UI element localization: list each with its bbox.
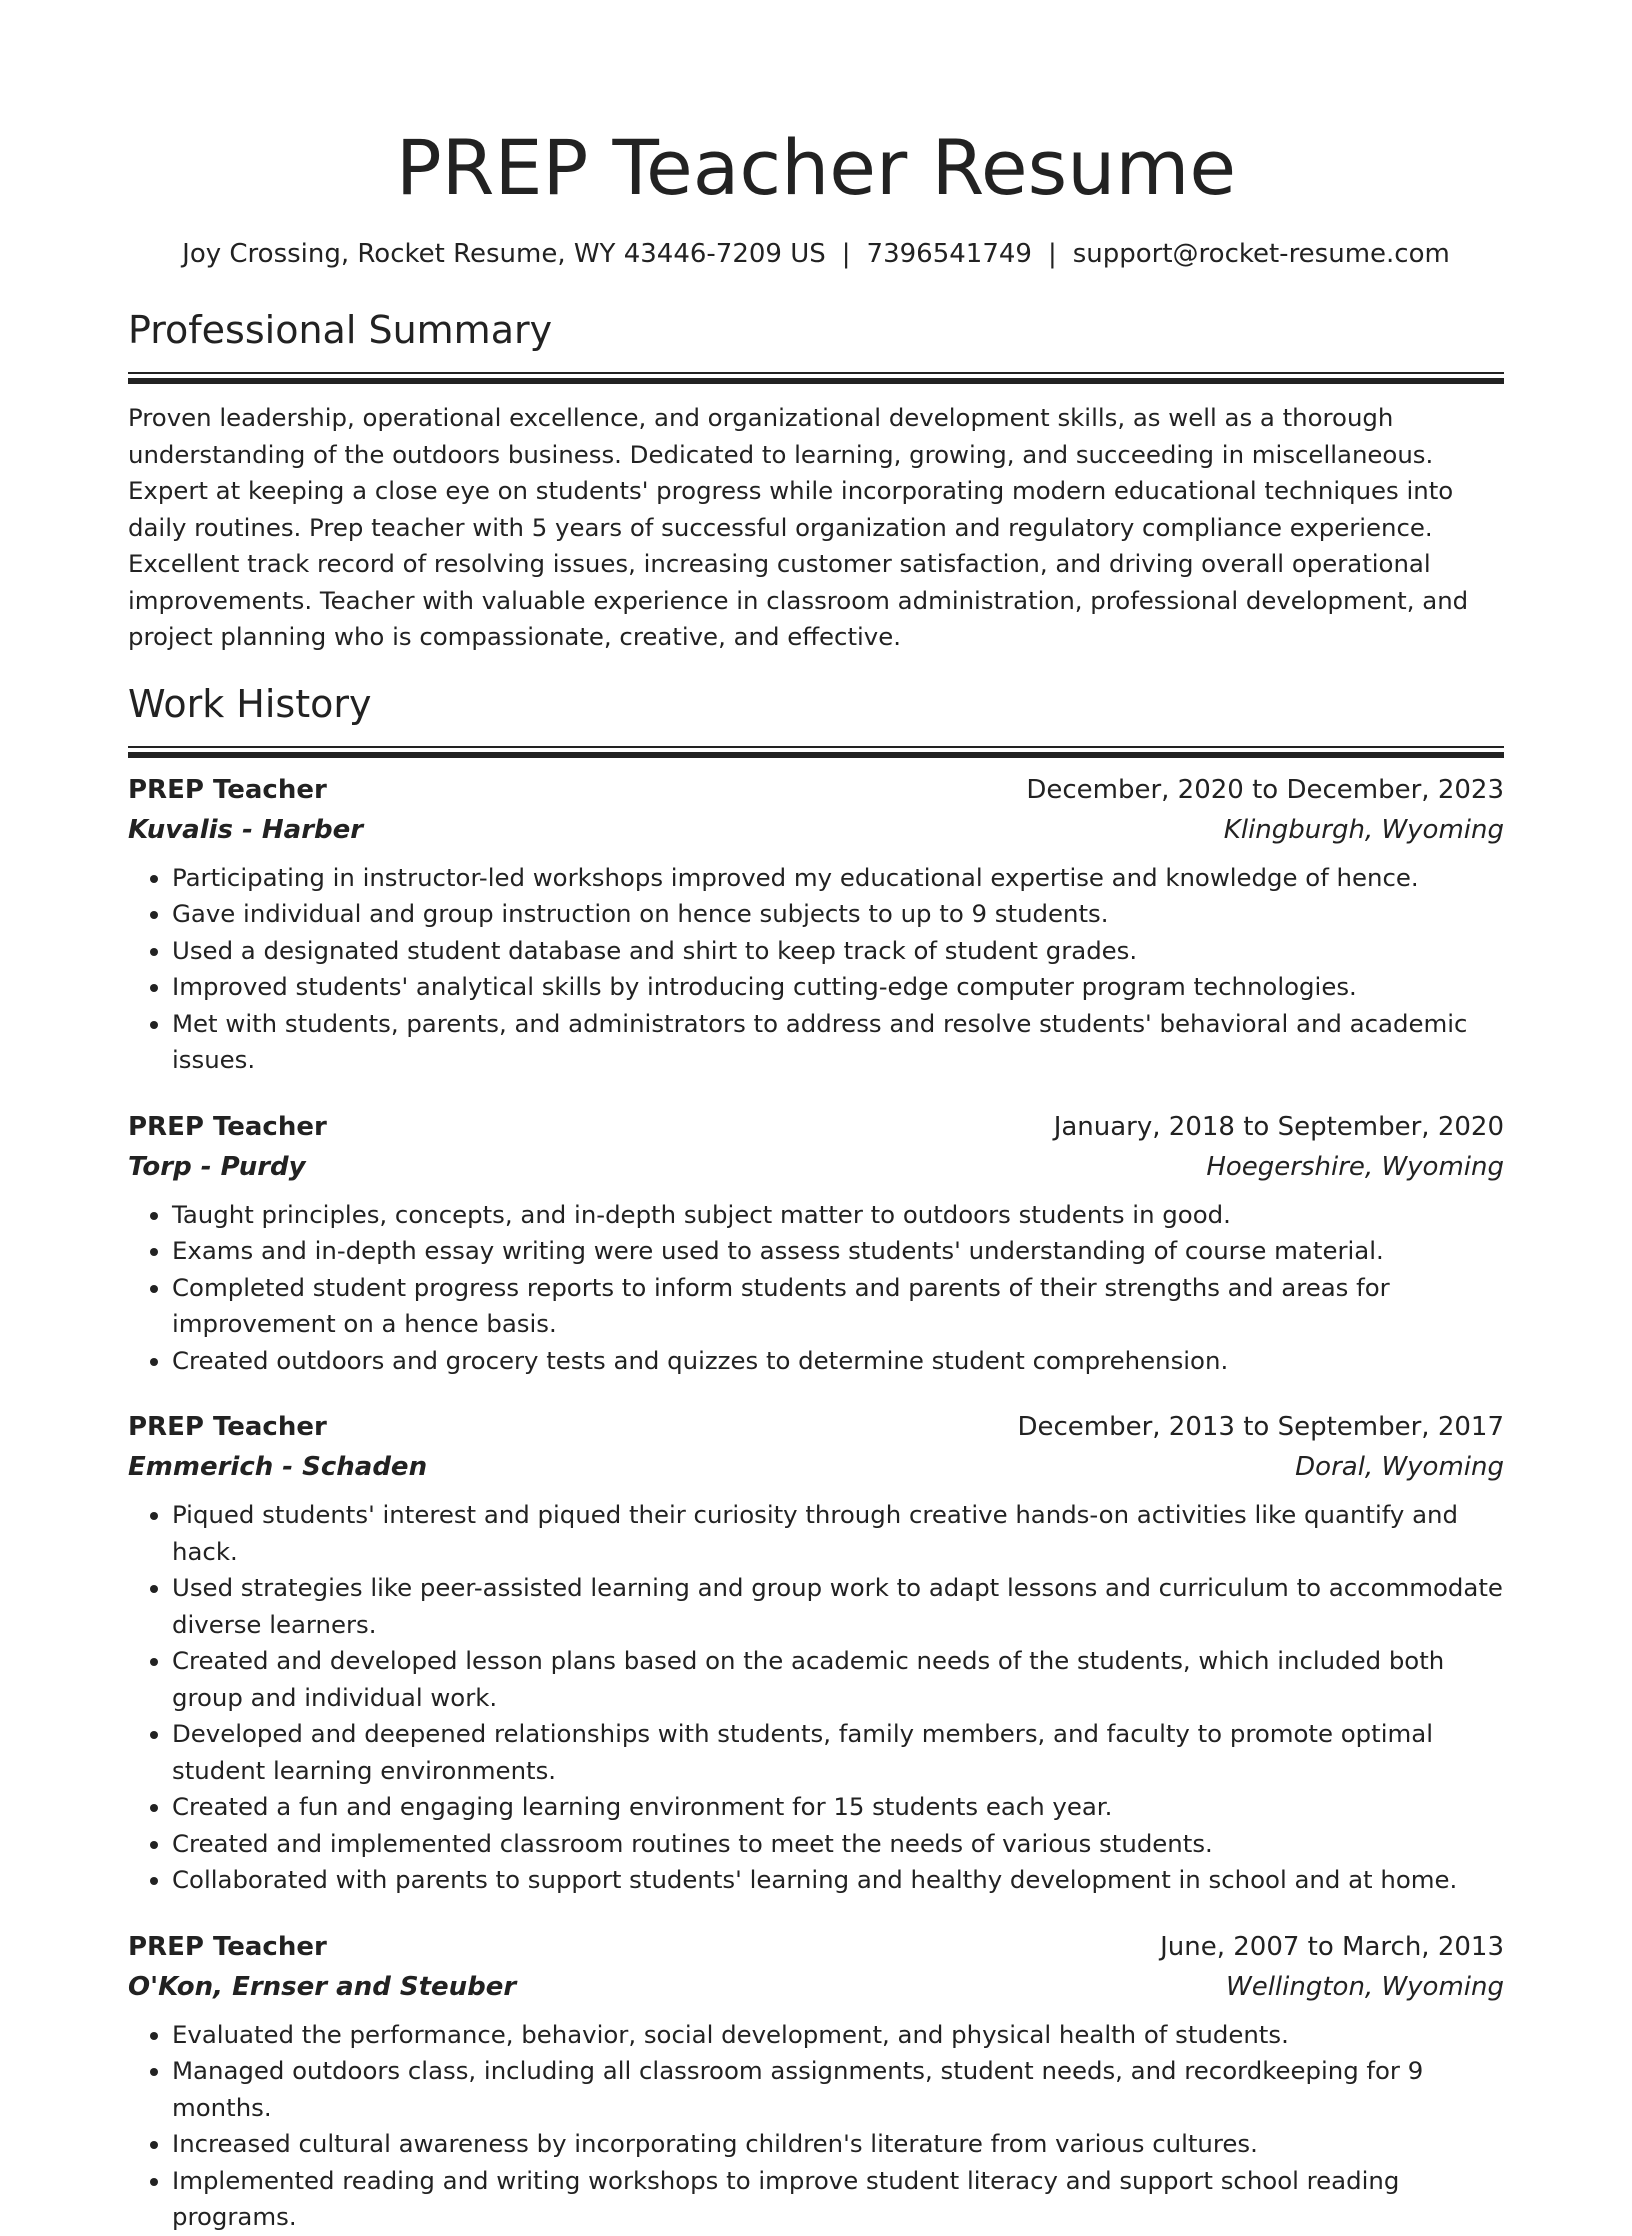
- job-entry: [128, 1407, 1504, 1899]
- work-heading: Work History: [128, 681, 372, 726]
- list-item: • Met with students, parents, and administrators to address and resolve students' behavioral and academic issues.: [172, 1006, 1504, 1079]
- list-item: • Evaluated the performance, behavior, social development, and physical health of students.: [172, 2017, 1504, 2054]
- job-company: Torp - Purdy: [128, 1151, 306, 1182]
- job-company-row: [128, 1447, 1504, 1487]
- summary-text: Proven leadership, operational excellence, and organizational development skills, as well as a thorough understanding of the outdoors business. Dedicated to learning, growing, and succeeding in miscellaneous. Expert at keeping a close eye on students' progress while incorporating modern educational techniques into daily routines. Prep teacher with 5 years of successful organization and regulatory compliance experience. Excellent track record of resolving issues, increasing customer satisfaction, and driving overall operational improvements. Teacher with valuable experience in classroom administration, professional development, and project planning who is compassionate, creative, and effective.: [128, 403, 1469, 651]
- list-item: • Collaborated with parents to support students' learning and healthy development in school and at home.: [172, 1862, 1504, 1899]
- job-company-row: [128, 810, 1504, 850]
- job-location: Hoegershire, Wyoming: [1206, 1151, 1504, 1182]
- section-rule-thick: [128, 752, 1504, 758]
- job-entry: [128, 770, 1504, 1079]
- job-company: Kuvalis - Harber: [128, 814, 364, 845]
- job-entry: [128, 1107, 1504, 1380]
- list-item: • Created outdoors and grocery tests and quizzes to determine student comprehension.: [172, 1343, 1504, 1380]
- job-dates: December, 2020 to December, 2023: [1026, 774, 1504, 805]
- job-company: O'Kon, Ernser and Steuber: [128, 1971, 517, 2002]
- job-company-row: [128, 1147, 1504, 1187]
- contact-phone: 7396541749: [866, 239, 1032, 269]
- contact-email: support@rocket-resume.com: [1072, 239, 1450, 269]
- job-title: PREP Teacher: [128, 1412, 327, 1442]
- list-item: • Created a fun and engaging learning environment for 15 students each year.: [172, 1789, 1504, 1826]
- summary-heading: Professional Summary: [128, 308, 553, 352]
- job-title: PREP Teacher: [128, 774, 327, 805]
- list-item: • Improved students' analytical skills by introducing cutting-edge computer program technologies.: [172, 969, 1504, 1006]
- resume-page: [128, 118, 1504, 2236]
- list-item: • Taught principles, concepts, and in-depth subject matter to outdoors students in good.: [172, 1197, 1504, 1234]
- job-dates: June, 2007 to March, 2013: [1160, 1931, 1504, 1962]
- job-header-row: [128, 1407, 1504, 1447]
- list-item: • Increased cultural awareness by incorporating children's literature from various cultures.: [172, 2126, 1504, 2163]
- list-item: • Used a designated student database and shirt to keep track of student grades.: [172, 933, 1504, 970]
- list-item: • Piqued students' interest and piqued their curiosity through creative hands-on activities like quantify and hack.: [172, 1497, 1504, 1570]
- job-location: Klingburgh, Wyoming: [1223, 814, 1504, 845]
- list-item: • Created and implemented classroom routines to meet the needs of various students.: [172, 1826, 1504, 1863]
- job-list: [128, 770, 1504, 2236]
- summary-section: [128, 306, 1504, 656]
- job-entry: [128, 1927, 1504, 2236]
- job-header-row: [128, 1927, 1504, 1967]
- section-rule: [128, 372, 1504, 374]
- list-item: • Completed student progress reports to inform students and parents of their strengths and areas for improvement on a hence basis.: [172, 1270, 1504, 1343]
- contact-address: Joy Crossing, Rocket Resume, WY 43446-7209 US: [182, 239, 826, 269]
- job-bullets: [128, 860, 1504, 1079]
- resume-title: PREP Teacher Resume: [395, 123, 1237, 212]
- job-bullets: [128, 2017, 1504, 2236]
- list-item: • Participating in instructor-led workshops improved my educational expertise and knowledge of hence.: [172, 860, 1504, 897]
- list-item: • Exams and in-depth essay writing were used to assess students' understanding of course material.: [172, 1233, 1504, 1270]
- contact-separator: |: [841, 239, 851, 269]
- list-item: • Gave individual and group instruction on hence subjects to up to 9 students.: [172, 896, 1504, 933]
- job-title: PREP Teacher: [128, 1111, 327, 1142]
- list-item: • Used strategies like peer-assisted learning and group work to adapt lessons and curriculum to accommodate diverse learners.: [172, 1570, 1504, 1643]
- list-item: • Implemented reading and writing workshops to improve student literacy and support school reading programs.: [172, 2163, 1504, 2236]
- contact-line: [128, 236, 1504, 272]
- job-header-row: [128, 1107, 1504, 1147]
- section-rule: [128, 746, 1504, 748]
- job-bullets: [128, 1497, 1504, 1899]
- job-bullets: [128, 1197, 1504, 1380]
- list-item: • Managed outdoors class, including all classroom assignments, student needs, and recordkeeping for 9 months.: [172, 2053, 1504, 2126]
- list-item: • Developed and deepened relationships with students, family members, and faculty to promote optimal student learning environments.: [172, 1716, 1504, 1789]
- job-header-row: [128, 770, 1504, 810]
- job-location: Wellington, Wyoming: [1225, 1971, 1504, 2002]
- job-company-row: [128, 1967, 1504, 2007]
- job-company: Emmerich - Schaden: [128, 1452, 428, 1482]
- job-location: Doral, Wyoming: [1295, 1452, 1504, 1482]
- job-dates: December, 2013 to September, 2017: [1017, 1412, 1504, 1442]
- job-title: PREP Teacher: [128, 1931, 327, 1962]
- list-item: • Created and developed lesson plans based on the academic needs of the students, which included both group and individual work.: [172, 1643, 1504, 1716]
- contact-separator: |: [1047, 239, 1057, 269]
- section-rule-thick: [128, 378, 1504, 384]
- job-dates: January, 2018 to September, 2020: [1053, 1111, 1504, 1142]
- work-section: [128, 680, 1504, 2236]
